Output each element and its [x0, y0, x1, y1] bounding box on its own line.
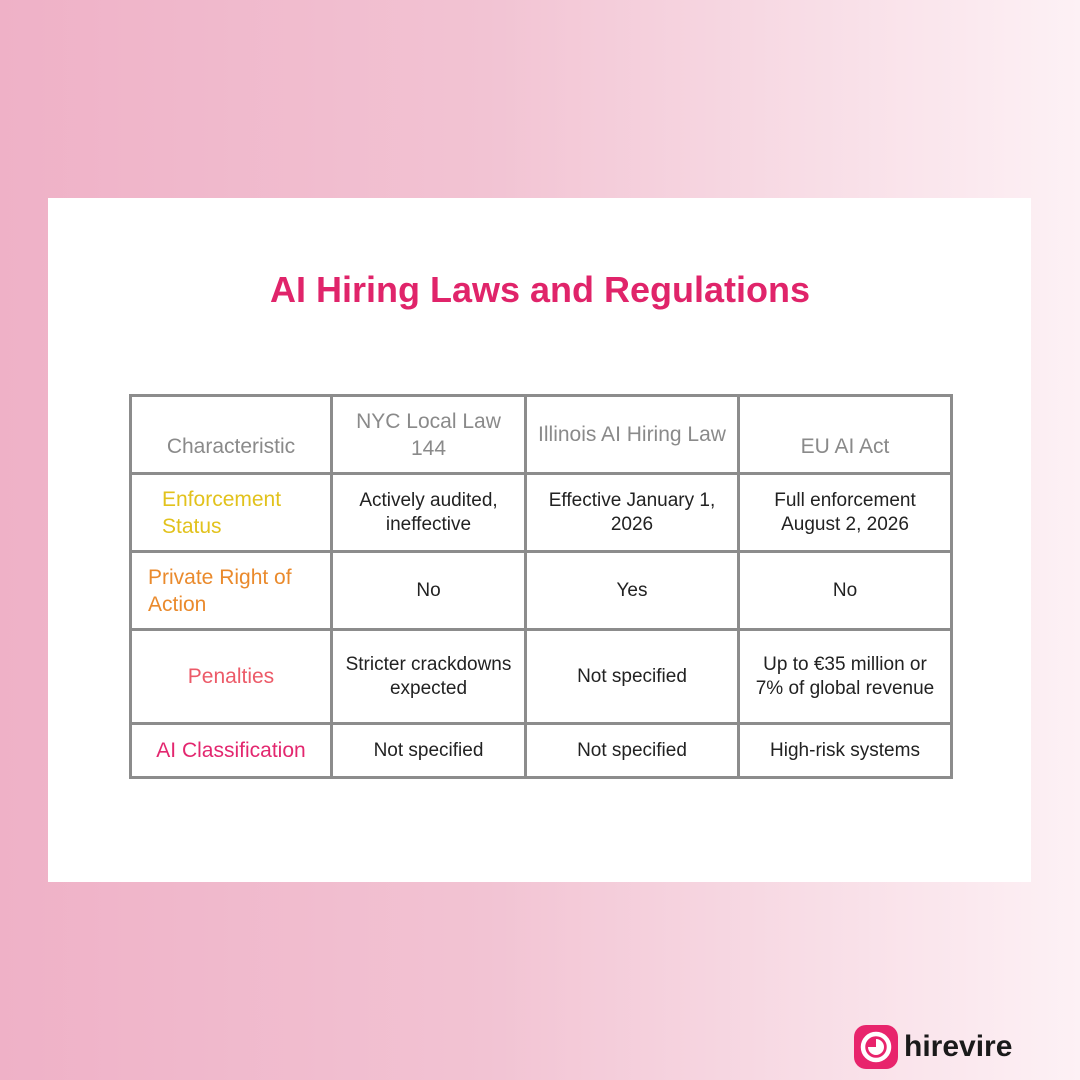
table-cell: High-risk systems [739, 724, 952, 778]
header-characteristic: Characteristic [131, 396, 332, 474]
table-cell: Full enforcement August 2, 2026 [739, 474, 952, 552]
table-row-enforcement-status [131, 474, 952, 552]
table-cell: Yes [526, 552, 739, 630]
table-cell: Not specified [526, 724, 739, 778]
hirevire-logo-icon [854, 1025, 898, 1069]
comparison-table [129, 394, 953, 779]
table-cell: No [332, 552, 526, 630]
table-row-penalties [131, 630, 952, 724]
header-illinois-law: Illinois AI Hiring Law [526, 396, 739, 474]
header-nyc-local-law: NYC Local Law 144 [332, 396, 526, 474]
table-cell: Not specified [526, 630, 739, 724]
brand-name: hirevire [904, 1030, 1013, 1063]
row-label-enforcement-status: Enforcement Status [131, 474, 332, 552]
row-label-private-right-of-action: Private Right of Action [131, 552, 332, 630]
page-title: AI Hiring Laws and Regulations [269, 269, 811, 310]
brand-logo [854, 1024, 1012, 1070]
header-eu-ai-act: EU AI Act [739, 396, 952, 474]
table-cell: Not specified [332, 724, 526, 778]
table-row-ai-classification [131, 724, 952, 778]
table-cell: No [739, 552, 952, 630]
row-label-penalties: Penalties [131, 630, 332, 724]
table-cell: Effective January 1, 2026 [526, 474, 739, 552]
row-label-ai-classification: AI Classification [131, 724, 332, 778]
table-cell: Actively audited, ineffective [332, 474, 526, 552]
table-header-row [131, 396, 952, 474]
table-row-private-right-of-action [131, 552, 952, 630]
table-cell: Stricter crackdowns expected [332, 630, 526, 724]
table-cell: Up to €35 million or 7% of global revenue [739, 630, 952, 724]
